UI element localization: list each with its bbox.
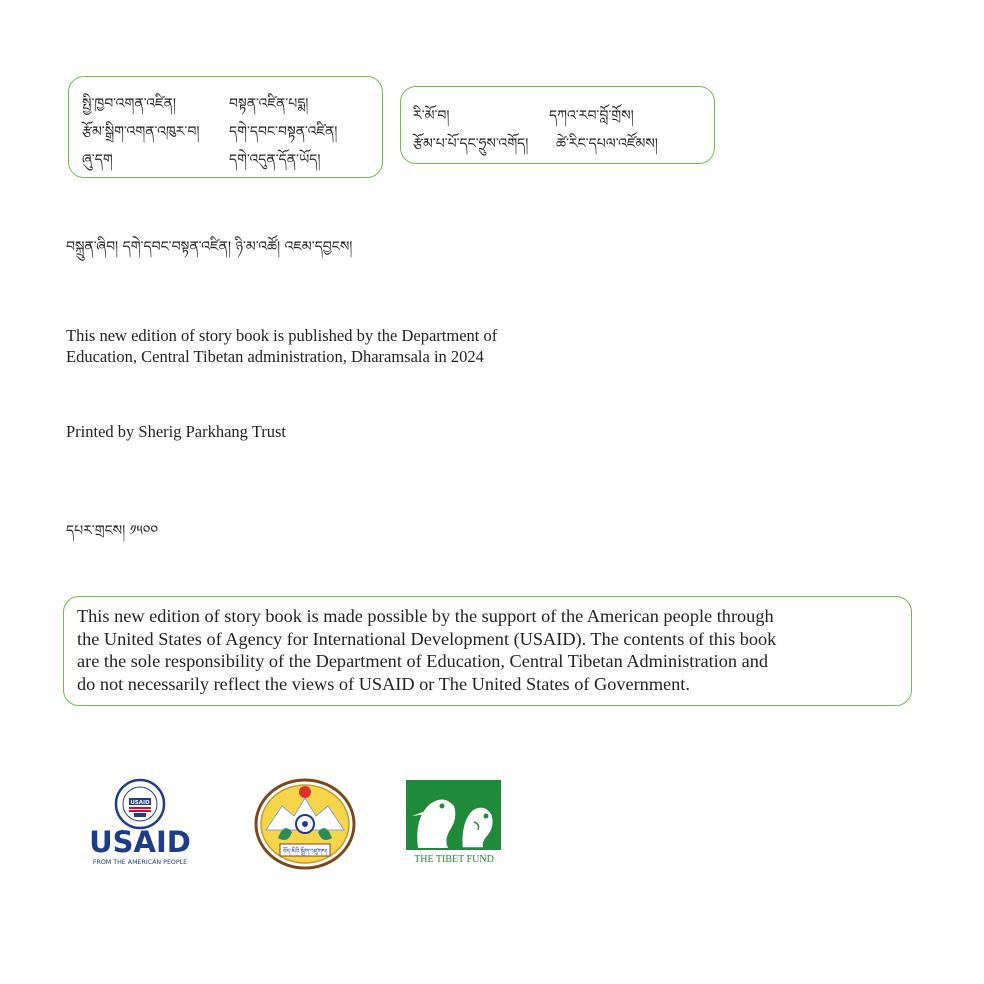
tibetan-publisher-line: བསྐྲུན་ཞིབ། དགེ་དབང་བསྟན་འཛིན། ཉི་མ་འཚོ། འཇམ་དབྱངས། — [66, 239, 353, 255]
svg-text:USAID: USAID — [130, 800, 150, 806]
credit-name: བསྟན་འཛིན་པདྨ། — [229, 96, 309, 112]
print-run: དཔར་གྲངས། ༡༥༠༠ — [66, 523, 159, 539]
usaid-wordmark: USAID — [89, 825, 191, 859]
credit-role: རི་མོ་བ། — [413, 108, 450, 124]
edition-line: Education, Central Tibetan administration, Dharamsala in 2024 — [66, 347, 484, 366]
cta-emblem-logo — [252, 778, 358, 870]
usaid-seal-icon — [76, 778, 204, 870]
usaid-tagline: FROM THE AMERICAN PEOPLE — [92, 859, 188, 866]
disclaimer-line: This new edition of story book is made possible by the support of the American people through — [77, 606, 774, 626]
credit-role: ཞུ་དག — [82, 152, 113, 168]
edition-statement — [66, 325, 497, 367]
disclaimer-line: the United States of Agency for International Development (USAID). The contents of this book — [77, 628, 777, 649]
credit-name: དཀའ་རབ་བློ་གྲོས། — [549, 108, 634, 124]
credits-box-left — [68, 76, 383, 178]
edition-line: This new edition of story book is published by the Department of — [66, 326, 498, 345]
disclaimer-line: do not necessarily reflect the views of USAID or The United States of Government. — [77, 673, 690, 694]
tibet-fund-logo — [404, 778, 504, 868]
tibet-fund-caption: THE TIBET FUND — [414, 854, 494, 865]
credit-role: སྤྱི་ཁྱབ་འགན་འཛིན། — [82, 96, 177, 112]
credit-role: རྩོམ་པ་པོ་དང་ཧྲུས་འགོད། — [413, 136, 529, 152]
usaid-logo — [76, 778, 204, 870]
printer-statement: Printed by Sherig Parkhang Trust — [66, 422, 287, 441]
credit-name: དགེ་དབང་བསྟན་འཛིན། — [229, 124, 338, 140]
disclaimer-line: are the sole responsibility of the Department of Education, Central Tibetan Administration and — [77, 651, 768, 671]
credit-name: ཚེ་རིང་དཔལ་འཛོམས། — [556, 136, 658, 152]
bird-heads-icon — [404, 778, 504, 868]
tibetan-emblem-icon — [252, 778, 358, 870]
emblem-caption: བོད་མིའི་སྒྲིག་འཛུགས། — [282, 848, 328, 855]
usaid-disclaimer-box — [63, 596, 912, 706]
credit-role: རྩོམ་སྒྲིག་འགན་འཁུར་བ། — [82, 124, 200, 140]
credits-box-right — [400, 86, 715, 164]
credit-name: དགེ་འདུན་དོན་ཡོད། — [229, 152, 321, 168]
